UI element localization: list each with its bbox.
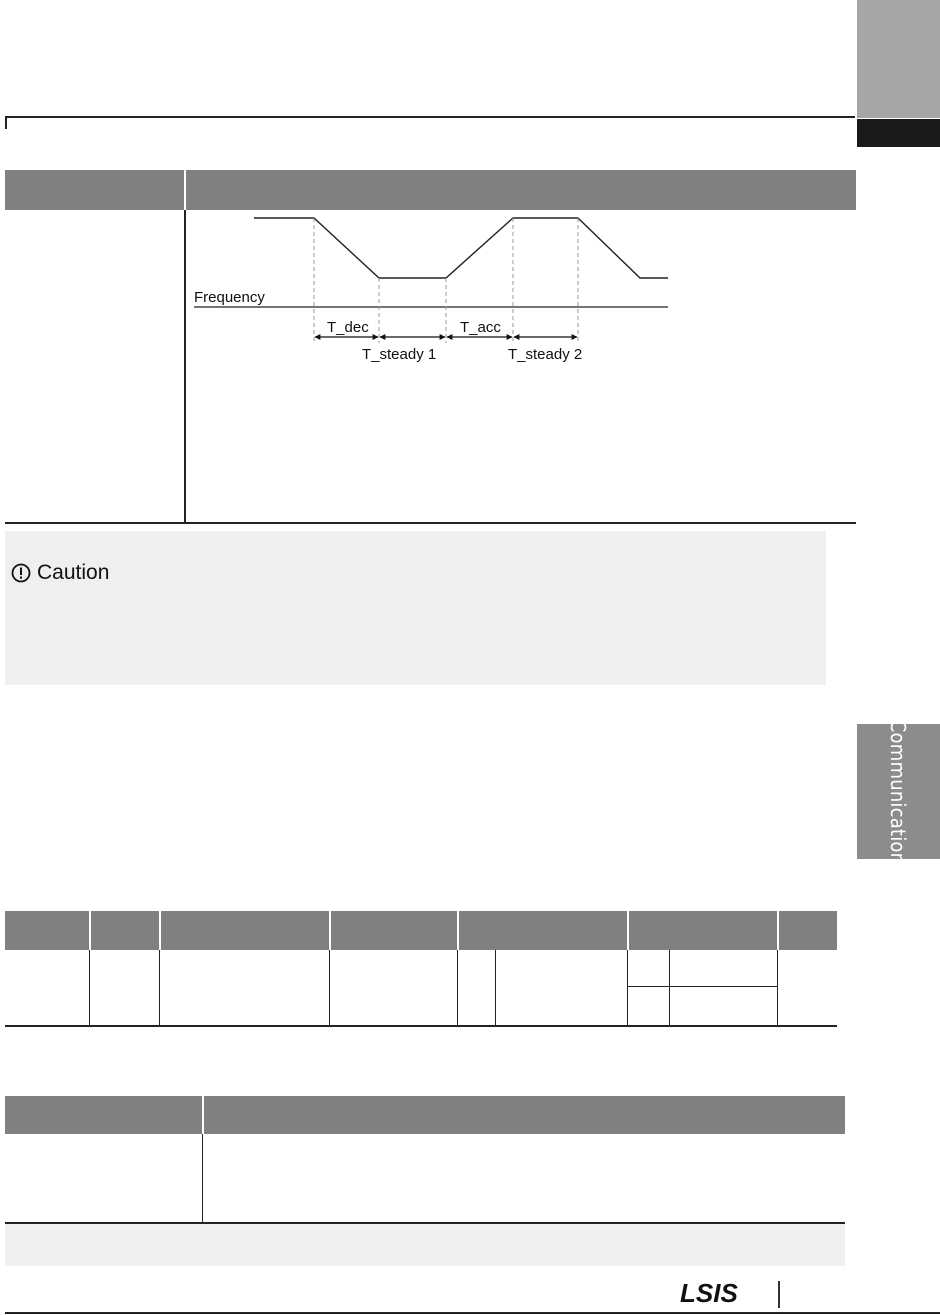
table2-bottom-rule bbox=[5, 1025, 837, 1027]
frequency-label: Frequency bbox=[194, 289, 265, 306]
chapter-tab-top bbox=[857, 0, 940, 118]
frequency-timing-diagram bbox=[186, 211, 676, 371]
table2-header-dividers bbox=[0, 911, 940, 950]
chapter-tab-marker bbox=[857, 119, 940, 147]
table1-bottom-rule bbox=[5, 522, 856, 524]
table1-header-divider bbox=[184, 170, 186, 210]
t-dec-label: T_dec bbox=[327, 319, 369, 336]
section-tab-label: Communication bbox=[886, 719, 911, 864]
header-rule bbox=[5, 116, 855, 118]
table3-note-band bbox=[5, 1224, 845, 1266]
t-steady1-label: T_steady 1 bbox=[362, 346, 437, 363]
footer-rule bbox=[5, 1312, 940, 1314]
exclamation-circle-icon bbox=[11, 563, 31, 583]
caution-heading bbox=[11, 561, 109, 585]
table2-body-dividers bbox=[0, 950, 940, 1026]
section-tab-communication[interactable] bbox=[857, 719, 940, 864]
caution-title: Caution bbox=[37, 561, 110, 584]
t-acc-label: T_acc bbox=[460, 319, 501, 336]
t-steady2-label: T_steady 2 bbox=[508, 346, 583, 363]
table3-header-divider bbox=[202, 1096, 204, 1134]
footer-logo-divider bbox=[778, 1281, 780, 1308]
table3-col-divider bbox=[202, 1134, 203, 1223]
header-rule-tick bbox=[5, 116, 7, 129]
frequency-profile-line bbox=[254, 218, 668, 278]
caution-box bbox=[5, 531, 826, 685]
table3-header bbox=[5, 1096, 845, 1134]
footer-logo bbox=[680, 1279, 770, 1307]
svg-text:LSIS: LSIS bbox=[680, 1279, 738, 1307]
table1-header bbox=[5, 170, 856, 210]
lsis-logo-icon bbox=[680, 1279, 770, 1307]
